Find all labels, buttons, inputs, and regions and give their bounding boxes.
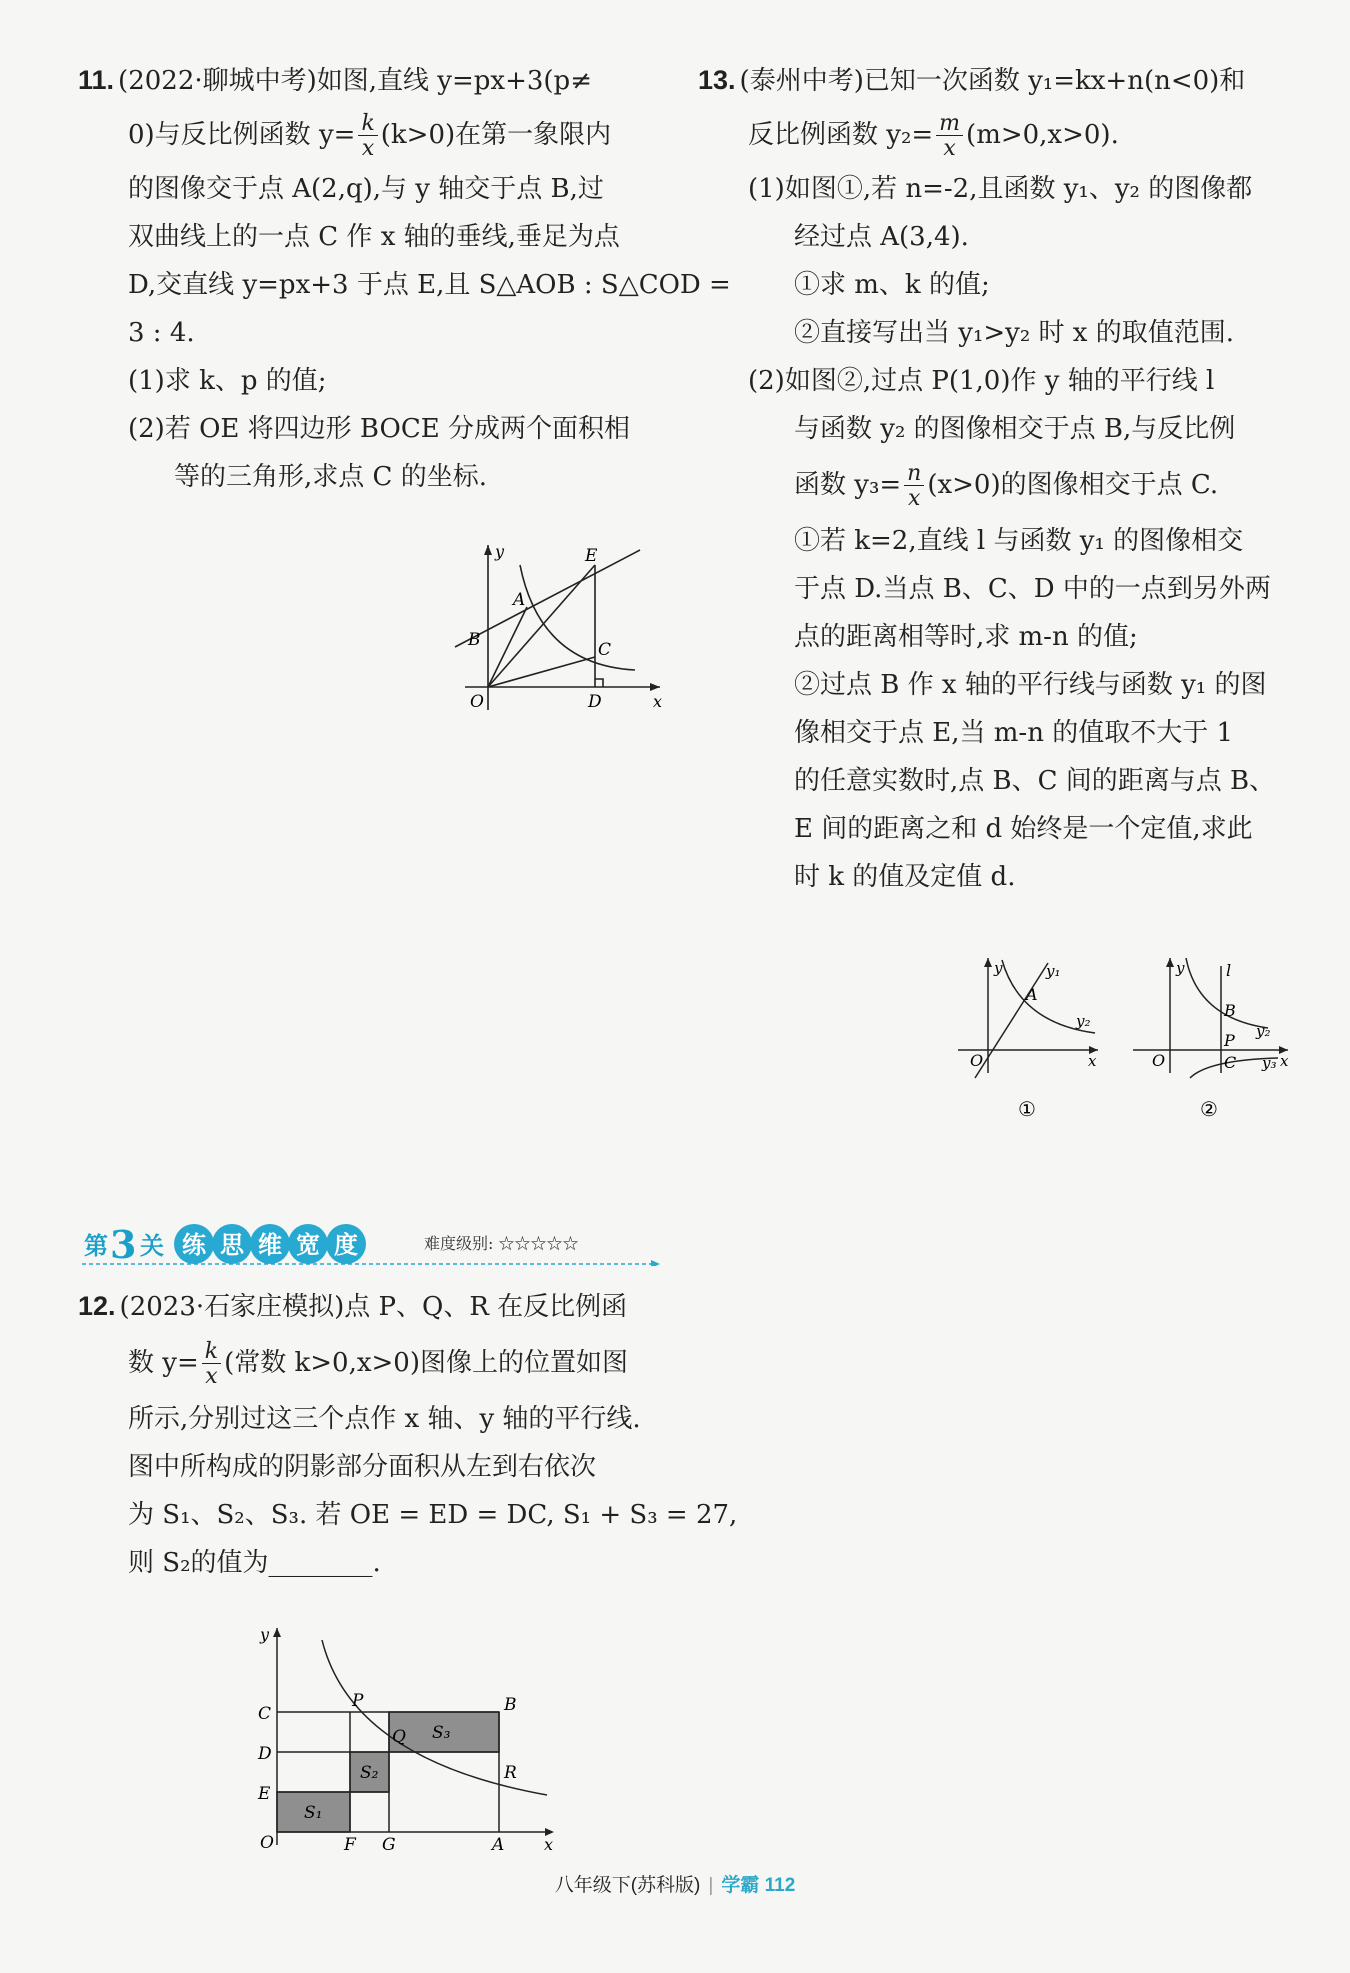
q13-figure-1	[950, 948, 1110, 1133]
q12-line-5: 为 S₁、S₂、S₃. 若 OE = ED = DC, S₁ + S₃ = 27,	[128, 1500, 738, 1530]
page-number: 112	[764, 1875, 796, 1896]
fraction-n-over-x: $\frac{n}{x}$	[904, 463, 924, 510]
q12-line-3: 所示,分别过这三个点作 x 轴、y 轴的平行线.	[128, 1404, 641, 1434]
q11-line-2b: (k>0)在第一象限内	[380, 120, 612, 150]
q13-part-2-sub-1-l2: 于点 D.当点 B、C、D 中的一点到另外两	[794, 574, 1271, 604]
q13-line-2a: 反比例函数 y₂=	[748, 120, 934, 150]
banner-stage-prefix: 第	[84, 1231, 108, 1260]
q13-line-y3a: 函数 y₃=	[794, 470, 902, 500]
fig2-axis-y: y	[1176, 959, 1185, 977]
q12-point-G: G	[382, 1835, 396, 1850]
banner-title-char: 宽	[296, 1230, 320, 1259]
banner-title-char: 度	[334, 1230, 358, 1259]
point-label-O: O	[470, 692, 484, 712]
q11-line-2a: 0)与反比例函数 y=	[128, 120, 356, 150]
q13-part-2-sub-1: ①若 k=2,直线 l 与函数 y₁ 的图像相交	[794, 526, 1244, 556]
fig2-line-l: l	[1226, 961, 1232, 980]
q12-point-Q: Q	[392, 1727, 406, 1747]
q11-line-6: 3 : 4.	[128, 318, 195, 348]
point-label-A: A	[513, 590, 526, 610]
fig2-label-y3: y₃	[1262, 1054, 1277, 1072]
point-label-C: C	[598, 640, 612, 660]
fig1-origin: O	[970, 1051, 984, 1070]
q13-part-2-sub-2-l4: E 间的距离之和 d 始终是一个定值,求此	[794, 814, 1253, 844]
q13-part-2-sub-2: ②过点 B 作 x 轴的平行线与函数 y₁ 的图	[794, 670, 1267, 700]
fig1-caption: ①	[1018, 1097, 1036, 1121]
q12-line-2a: 数 y=	[128, 1348, 199, 1378]
q11-line-4: 双曲线上的一点 C 作 x 轴的垂线,垂足为点	[128, 222, 620, 252]
q11-part-2: (2)若 OE 将四边形 BOCE 分成两个面积相	[128, 414, 630, 444]
fig1-point-A: A	[1026, 985, 1038, 1004]
q13-figure-2	[1128, 948, 1298, 1133]
q12-point-C: C	[258, 1704, 272, 1724]
q12-point-E: E	[258, 1784, 271, 1804]
section-banner	[82, 1222, 672, 1266]
q12-line-2b: (常数 k>0,x>0)图像上的位置如图	[224, 1348, 628, 1378]
fig2-point-B: B	[1224, 1001, 1236, 1020]
fig2-caption: ②	[1200, 1097, 1218, 1121]
fig2-point-P: P	[1224, 1031, 1235, 1050]
q12-origin: O	[260, 1833, 274, 1850]
q13-part-2-sub-1-l3: 点的距离相等时,求 m-n 的值;	[794, 622, 1138, 652]
q13-part-1: (1)如图①,若 n=-2,且函数 y₁、y₂ 的图像都	[748, 174, 1253, 204]
banner-title-char: 思	[220, 1230, 244, 1259]
question-number: 11.	[78, 65, 115, 95]
q13-line-2b: (m>0,x>0).	[966, 120, 1119, 150]
fig2-axis-x: x	[1280, 1052, 1289, 1070]
q12-area-S1: S₁	[304, 1803, 323, 1823]
q12-axis-x: x	[544, 1835, 554, 1850]
q12-figure	[242, 1620, 572, 1850]
q12-area-S3: S₃	[432, 1723, 451, 1743]
fig1-axis-x: x	[1088, 1052, 1097, 1070]
fig1-label-y1: y₁	[1046, 962, 1061, 980]
fraction-k-over-x: $\frac{k}{x}$	[358, 113, 377, 160]
fig2-label-y2: y₂	[1256, 1022, 1271, 1040]
banner-title-char: 维	[258, 1230, 282, 1259]
question-number: 12.	[78, 1291, 116, 1321]
q11-line-1: (2022·聊城中考)如图,直线 y=px+3(p≠	[118, 66, 592, 96]
q11-part-2-cont: 等的三角形,求点 C 的坐标.	[174, 462, 487, 492]
fraction-m-over-x: $\frac{m}{x}$	[936, 113, 963, 160]
q13-part-2-cont: 与函数 y₂ 的图像相交于点 B,与反比例	[794, 414, 1236, 444]
q11-figure	[445, 535, 670, 715]
fig1-axis-y: y	[994, 959, 1003, 977]
fraction-k-over-x: $\frac{k}{x}$	[202, 1341, 221, 1388]
axis-label-x: x	[653, 692, 663, 711]
difficulty-rating: 难度级别: ☆☆☆☆☆	[424, 1234, 579, 1253]
q13-part-1-sub-2: ②直接写出当 y₁>y₂ 时 x 的取值范围.	[794, 318, 1234, 348]
banner-graphic	[82, 1222, 672, 1266]
question-12	[78, 1282, 738, 1587]
axis-label-y: y	[495, 542, 505, 561]
q13-part-1-sub-1: ①求 m、k 的值;	[794, 270, 990, 300]
q12-axis-y: y	[260, 1625, 270, 1644]
q13-line-1: (泰州中考)已知一次函数 y₁=kx+n(n<0)和	[739, 66, 1246, 96]
question-13	[698, 56, 1338, 901]
q12-point-P: P	[352, 1691, 364, 1711]
q12-point-D: D	[258, 1744, 272, 1764]
banner-title	[174, 1224, 366, 1264]
point-label-B: B	[468, 630, 481, 650]
footer-grade: 八年级下(苏科版)	[554, 1875, 701, 1896]
q11-line-3: 的图像交于点 A(2,q),与 y 轴交于点 B,过	[128, 174, 604, 204]
q12-point-A: A	[492, 1835, 505, 1850]
banner-stage-number: 3	[110, 1222, 137, 1266]
footer-brand: 学霸	[721, 1875, 760, 1896]
banner-stage-suffix: 关	[140, 1231, 164, 1260]
fig2-point-C: C	[1224, 1053, 1237, 1072]
q12-line-4: 图中所构成的阴影部分面积从左到右依次	[128, 1452, 597, 1482]
q12-area-S2: S₂	[360, 1763, 379, 1783]
q12-point-B: B	[504, 1695, 517, 1715]
q11-part-1: (1)求 k、p 的值;	[128, 366, 327, 396]
q13-part-2-sub-2-l5: 时 k 的值及定值 d.	[794, 862, 1016, 892]
q13-part-2-sub-2-l2: 像相交于点 E,当 m-n 的值取不大于 1	[794, 718, 1234, 748]
banner-title-char: 练	[182, 1230, 206, 1259]
page-footer: 八年级下(苏科版) | 学霸 112	[554, 1875, 796, 1896]
q12-point-R: R	[504, 1763, 517, 1783]
q13-part-2-sub-2-l3: 的任意实数时,点 B、C 间的距离与点 B、	[794, 766, 1276, 796]
point-label-E: E	[585, 546, 598, 566]
question-number: 13.	[698, 65, 736, 95]
q13-part-2: (2)如图②,过点 P(1,0)作 y 轴的平行线 l	[748, 366, 1215, 396]
q13-part-1-cont: 经过点 A(3,4).	[794, 222, 969, 252]
q11-line-5: D,交直线 y=px+3 于点 E,且 S△AOB : S△COD =	[128, 270, 731, 300]
point-label-D: D	[588, 692, 602, 712]
q13-line-y3b: (x>0)的图像相交于点 C.	[927, 470, 1219, 500]
q12-line-1: (2023·石家庄模拟)点 P、Q、R 在反比例函	[119, 1292, 628, 1322]
fig2-origin: O	[1152, 1051, 1166, 1070]
fig1-label-y2: y₂	[1076, 1012, 1091, 1030]
q12-line-6: 则 S₂的值为________.	[128, 1548, 381, 1578]
q12-point-F: F	[344, 1835, 356, 1850]
